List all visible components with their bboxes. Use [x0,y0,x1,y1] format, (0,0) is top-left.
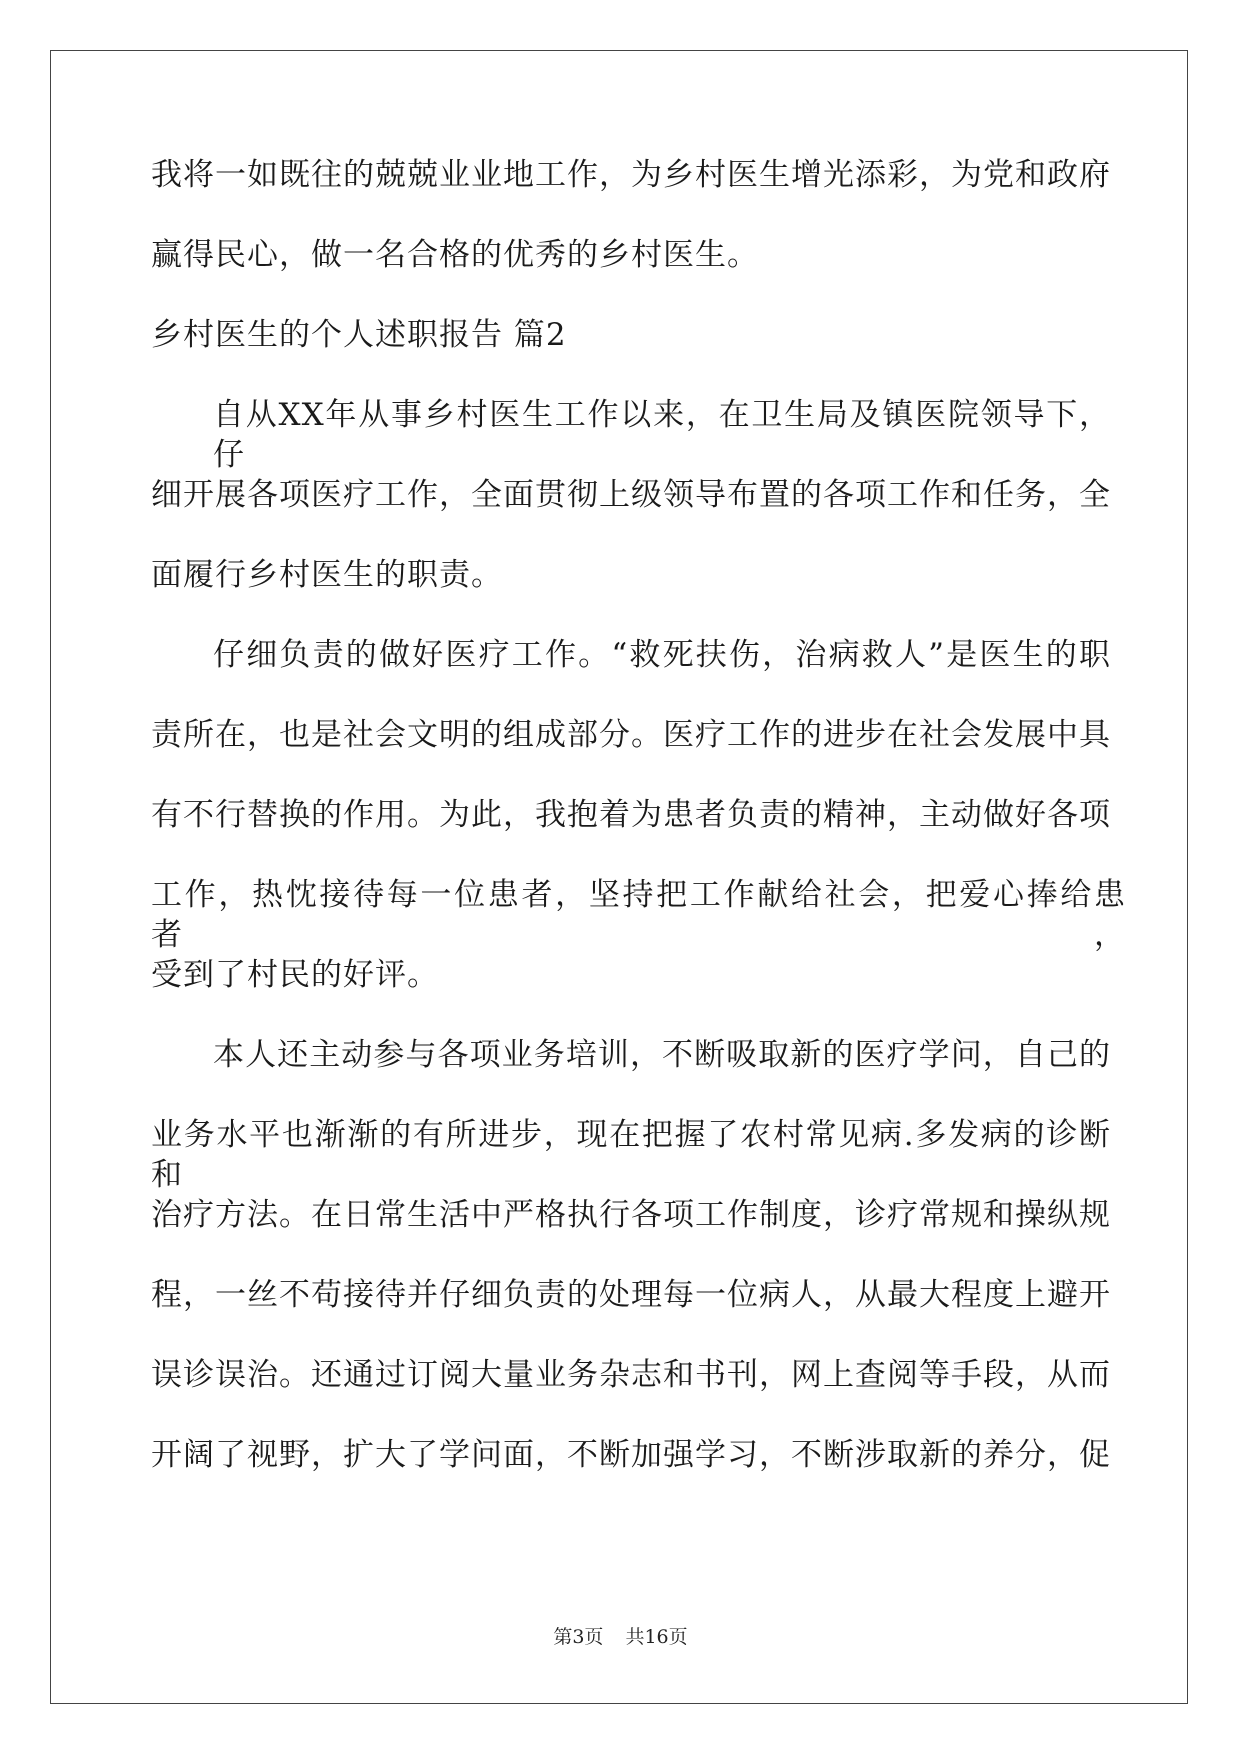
text-line: 责所在，也是社会文明的组成部分。医疗工作的进步在社会发展中具 [151,717,1111,753]
page-total: 共16页 [625,1626,688,1648]
text-line: 程，一丝不苟接待并仔细负责的处理每一位病人，从最大程度上避开 [151,1277,1111,1313]
text-line: 开阔了视野，扩大了学问面，不断加强学习，不断涉取新的养分，促 [151,1437,1111,1473]
text-line: 受到了村民的好评。 [151,957,439,993]
text-line: 治疗方法。在日常生活中严格执行各项工作制度，诊疗常规和操纵规 [151,1197,1111,1233]
text-line: 误诊误治。还通过订阅大量业务杂志和书刊，网上查阅等手段，从而 [151,1357,1111,1393]
text-line: 赢得民心，做一名合格的优秀的乡村医生。 [151,237,759,273]
paragraph-first-line: 仔细负责的做好医疗工作。“救死扶伤，治病救人”是医生的职 [213,637,1111,673]
page-number: 第3页 [553,1626,604,1648]
text-line: 细开展各项医疗工作，全面贯彻上级领导布置的各项工作和任务，全 [151,477,1111,513]
text-line: 面履行乡村医生的职责。 [151,557,503,593]
text-line: 我将一如既往的兢兢业业地工作，为乡村医生增光添彩，为党和政府 [151,157,1111,193]
text-line: 工作，热忱接待每一位患者，坚持把工作献给社会，把爱心捧给患者， [151,877,1126,953]
paragraph-first-line: 自从XX年从事乡村医生工作以来，在卫生局及镇医院领导下，仔 [213,397,1111,473]
text-line: 业务水平也渐渐的有所进步，现在把握了农村常见病.多发病的诊断和 [151,1117,1111,1193]
text-line: 有不行替换的作用。为此，我抱着为患者负责的精神，主动做好各项 [151,797,1111,833]
paragraph-first-line: 本人还主动参与各项业务培训，不断吸取新的医疗学问，自己的 [213,1037,1111,1073]
page-footer [0,1625,1241,1649]
section-heading: 乡村医生的个人述职报告 篇2 [151,317,567,353]
